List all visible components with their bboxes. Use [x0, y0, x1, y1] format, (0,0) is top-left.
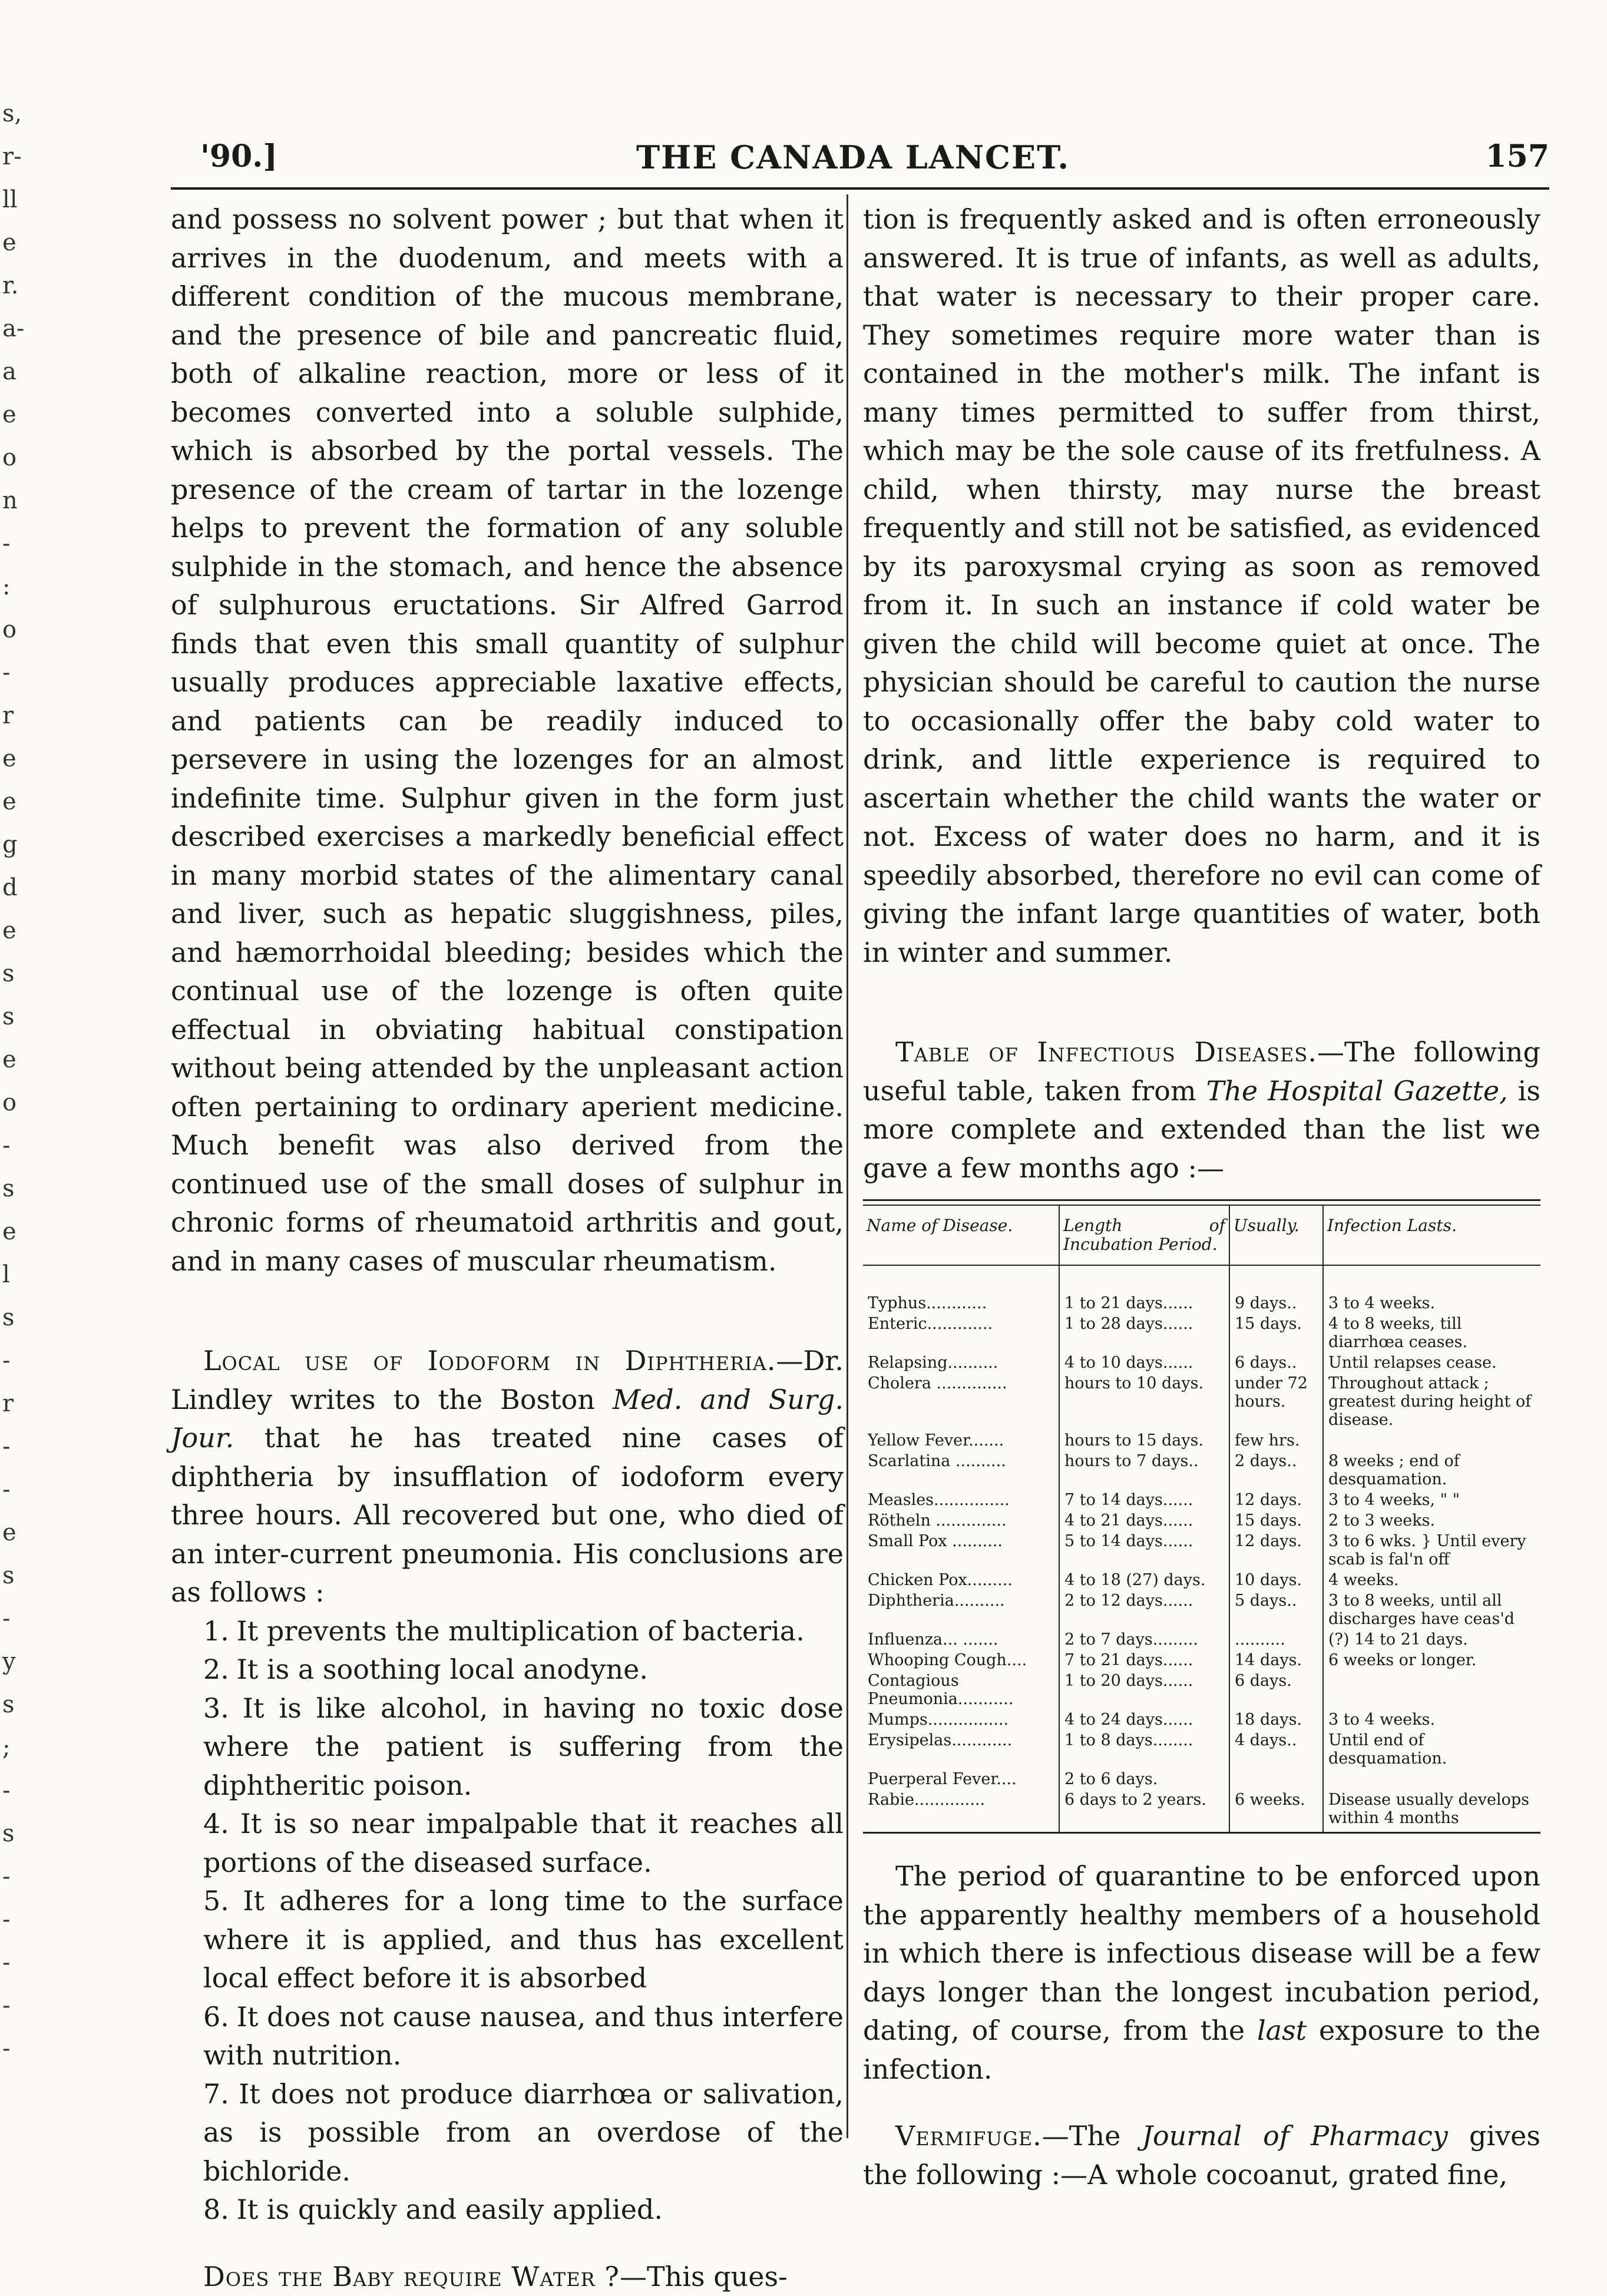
iodoform-text-2: that he has treated nine cases of diphtheria by insufflation of iodoform every three hours. All recovered but one, who died of an inter-current pneumonia. His conclusions are as follows : — [171, 1422, 844, 1608]
table-cell: Chicken Pox......... — [863, 1570, 1059, 1590]
margin-fragment: o — [2, 444, 16, 471]
margin-fragment: e — [2, 229, 16, 256]
margin-fragment: : — [2, 573, 10, 600]
table-cell: 4 to 24 days...... — [1059, 1709, 1229, 1730]
margin-fragment: - — [2, 659, 11, 686]
margin-fragment: e — [2, 917, 16, 944]
table-cell: Rötheln .............. — [863, 1510, 1059, 1531]
margin-fragment: o — [2, 616, 16, 643]
table-row — [863, 1629, 1540, 1650]
table-row — [863, 1709, 1540, 1730]
table-row — [863, 1650, 1540, 1670]
table-cell — [1323, 1670, 1540, 1709]
margin-fragment: - — [2, 1605, 11, 1632]
margin-fragment: - — [2, 1132, 11, 1159]
journal-title: THE CANADA LANCET. — [636, 138, 1070, 176]
table-cell: 1 to 28 days...... — [1059, 1314, 1229, 1352]
margin-fragment: - — [2, 1949, 11, 1976]
list-item — [171, 1612, 844, 1651]
table-cell: 14 days. — [1229, 1650, 1323, 1670]
item-number: 6. — [203, 1998, 228, 2037]
table-cell: 6 days. — [1229, 1670, 1323, 1709]
table-cell: 18 days. — [1229, 1709, 1323, 1730]
margin-fragment: - — [2, 530, 11, 557]
table-cell: 4 to 8 weeks, till diarrhœa ceases. — [1323, 1314, 1540, 1352]
table-cell: 3 to 4 weeks. — [1323, 1709, 1540, 1730]
margin-fragment: - — [2, 1906, 11, 1933]
table-cell: 8 weeks ; end of desquamation. — [1323, 1451, 1540, 1490]
margin-fragment: e — [2, 1218, 16, 1245]
table-cell: under 72 hours. — [1229, 1373, 1323, 1430]
table-cell: 2 to 12 days...... — [1059, 1590, 1229, 1629]
quarantine-text-2: exposure to the infection. — [863, 2014, 1540, 2085]
list-item — [171, 1998, 844, 2075]
table-body — [863, 1265, 1540, 1833]
table-cell: Enteric............. — [863, 1314, 1059, 1352]
table-cell: 3 to 6 wks. } Until every scab is fal'n off — [1323, 1531, 1540, 1570]
table-row — [863, 1490, 1540, 1510]
vermifuge-heading: Vermifuge. — [895, 2120, 1042, 2152]
table-row — [863, 1265, 1540, 1314]
table-cell: Erysipelas............ — [863, 1730, 1059, 1769]
margin-fragment: r — [2, 702, 14, 729]
baby-water-continued: tion is frequently asked and is often erroneously answered. It is true of infants, as well as adults, that water is necessary to their proper care. They sometimes require more water than is contained in the mother's milk. The infant is many times permitted to suffer from thirst, which may be the sole cause of its fretfulness. A child, when thirsty, may nurse the breast frequently and still not be satisfied, as evidenced by its paroxysmal crying as soon as removed from it. In such an instance if cold water be given the child will become quiet at once. The physician should be careful to caution the nurse to occasionally offer the baby cold water to drink, and little experience is required to ascertain whether the child wants the water or not. Excess of water does no harm, and it is speedily absorbed, therefore no evil can come of giving the infant large quantities of water, both in winter and summer. — [863, 200, 1540, 972]
journal-name: Med. and Surg. Jour. — [171, 1384, 844, 1454]
table-cell: 4 weeks. — [1323, 1570, 1540, 1590]
item-text: It is like alcohol, in having no toxic dose where the patient is suffering from the diphtheritic poison. — [203, 1692, 844, 1801]
item-number: 1. — [203, 1612, 228, 1651]
margin-fragment: - — [2, 1992, 11, 2019]
item-text: It adheres for a long time to the surface where it is applied, and thus has excellent local effect before it is absorbed — [203, 1885, 844, 1994]
margin-fragment: s — [2, 1175, 15, 1202]
conclusions-list — [171, 1612, 844, 2229]
table-cell: Typhus............ — [863, 1265, 1059, 1314]
margin-fragment: s — [2, 1562, 15, 1589]
table-cell: (?) 14 to 21 days. — [1323, 1629, 1540, 1650]
table-row — [863, 1670, 1540, 1709]
running-head — [177, 138, 1549, 186]
list-item — [171, 2191, 844, 2229]
margin-fragment: - — [2, 1476, 11, 1503]
margin-fragment: a- — [2, 315, 24, 342]
table-cell: 2 to 6 days. — [1059, 1769, 1229, 1789]
table-cell: Small Pox .......... — [863, 1531, 1059, 1570]
margin-bleed — [0, 100, 24, 2103]
table-row — [863, 1769, 1540, 1789]
margin-fragment: - — [2, 1777, 11, 1804]
iodoform-paragraph — [171, 1342, 844, 1612]
table-intro-text: —The following useful table, taken from — [863, 1036, 1540, 1107]
table-row — [863, 1789, 1540, 1833]
table-cell: 1 to 8 days........ — [1059, 1730, 1229, 1769]
column-header: Infection Lasts. — [1323, 1206, 1540, 1265]
column-header: Length of Incubation Period. — [1059, 1206, 1229, 1265]
column-header: Usually. — [1229, 1206, 1323, 1265]
list-item — [171, 1650, 844, 1689]
table-cell: 6 days to 2 years. — [1059, 1789, 1229, 1833]
infectious-diseases-table — [863, 1199, 1540, 1834]
quarantine-paragraph — [863, 1857, 1540, 2089]
table-cell: Until end of desquamation. — [1323, 1730, 1540, 1769]
table-cell: 7 to 21 days...... — [1059, 1650, 1229, 1670]
vermifuge-text: —The — [1042, 2120, 1142, 2152]
table-cell: Puerperal Fever.... — [863, 1769, 1059, 1789]
table-cell: Whooping Cough.... — [863, 1650, 1059, 1670]
table-cell — [1229, 1769, 1323, 1789]
table-cell: Yellow Fever....... — [863, 1430, 1059, 1451]
table-cell: 5 days.. — [1229, 1590, 1323, 1629]
table-cell: hours to 15 days. — [1059, 1430, 1229, 1451]
margin-fragment: - — [2, 1347, 11, 1374]
source-name: The Hospital Gazette, — [1206, 1075, 1508, 1107]
item-text: It is so near impalpable that it reaches all portions of the diseased surface. — [203, 1808, 844, 1878]
table-cell: 3 to 4 weeks. — [1323, 1265, 1540, 1314]
table-row — [863, 1570, 1540, 1590]
margin-fragment: s — [2, 1820, 15, 1847]
margin-fragment: ; — [2, 1734, 10, 1761]
table-row — [863, 1590, 1540, 1629]
margin-fragment: d — [2, 874, 18, 901]
table-intro-paragraph — [863, 1033, 1540, 1187]
volume-year: '90.] — [200, 138, 277, 174]
item-number: 3. — [203, 1689, 228, 1728]
table-cell: 10 days. — [1229, 1570, 1323, 1590]
margin-fragment: l — [2, 1261, 10, 1288]
table-cell: 1 to 21 days...... — [1059, 1265, 1229, 1314]
table-heading: Table of Infectious Diseases. — [895, 1036, 1317, 1068]
column-header: Name of Disease. — [863, 1206, 1059, 1265]
margin-fragment: r — [2, 1390, 14, 1417]
table-cell: 6 days.. — [1229, 1352, 1323, 1373]
margin-fragment: ll — [2, 186, 18, 213]
margin-fragment: s — [2, 1003, 15, 1030]
vermifuge-text-2: gives the following :—A whole cocoanut, grated fine, — [863, 2120, 1540, 2191]
item-text: It does not produce diarrhœa or salivation, as is possible from an overdose of the bichloride. — [203, 2078, 844, 2187]
table-cell: 6 weeks. — [1229, 1789, 1323, 1833]
left-column — [171, 200, 844, 2296]
list-item — [171, 1805, 844, 1882]
margin-fragment: e — [2, 1519, 16, 1546]
quarantine-text: The period of quarantine to be enforced upon the apparently healthy members of a household in which there is infectious disease will be a few days longer than the longest incubation period, dating, of course, from the — [863, 1860, 1540, 2046]
table-row — [863, 1510, 1540, 1531]
table-cell: 5 to 14 days...... — [1059, 1531, 1229, 1570]
table-cell: 4 to 10 days...... — [1059, 1352, 1229, 1373]
table-cell: 2 to 7 days......... — [1059, 1629, 1229, 1650]
sulphur-paragraph: and possess no solvent power ; but that when it arrives in the duodenum, and meets with a different condition of the mucous membrane, and the presence of bile and pancreatic fluid, both of alkaline reaction, more or less of it becomes converted into a soluble sulphide, which is absorbed by the portal vessels. The presence of the cream of tartar in the lozenge helps to prevent the formation of any soluble sulphide in the stomach, and hence the absence of sulphurous eructations. Sir Alfred Garrod finds that even this small quantity of sulphur usually produces appreciable laxative effects, and patients can be readily induced to persevere in using the lozenges for an almost indefinite time. Sulphur given in the form just described exercises a markedly beneficial effect in many morbid states of the alimentary canal and liver, such as hepatic sluggishness, piles, and hæmorrhoidal bleeding; besides which the continual use of the lozenge is often quite effectual in obviating habitual constipation without being attended by the unpleasant action often pertaining to ordinary aperient medicine. Much benefit was also derived from the continued use of the small doses of sulphur in chronic forms of rheumatoid arthritis and gout, and in many cases of muscular rheumatism. — [171, 200, 844, 1281]
margin-fragment: n — [2, 487, 18, 514]
table-cell: 7 to 14 days...... — [1059, 1490, 1229, 1510]
baby-water-heading: Does the Baby require Water ? — [203, 2261, 620, 2292]
header-rule — [171, 187, 1549, 190]
table-cell: Cholera .............. — [863, 1373, 1059, 1430]
table-header-row — [863, 1206, 1540, 1265]
list-item — [171, 2075, 844, 2191]
table-cell: 15 days. — [1229, 1314, 1323, 1352]
margin-fragment: - — [2, 2035, 11, 2062]
item-text: It prevents the multiplication of bacteria. — [237, 1615, 805, 1647]
margin-fragment: e — [2, 745, 16, 772]
list-item — [171, 1689, 844, 1805]
margin-fragment: y — [2, 1648, 16, 1675]
table-cell: 4 to 21 days...... — [1059, 1510, 1229, 1531]
margin-fragment: s — [2, 1691, 15, 1718]
table-cell: Mumps................ — [863, 1709, 1059, 1730]
margin-fragment: e — [2, 1046, 16, 1073]
table-cell: Measles............... — [863, 1490, 1059, 1510]
baby-water-paragraph — [171, 2258, 844, 2296]
margin-fragment: - — [2, 1863, 11, 1890]
table-cell: .......... — [1229, 1629, 1323, 1650]
table-row — [863, 1314, 1540, 1352]
right-column — [863, 200, 1540, 2194]
table-row — [863, 1531, 1540, 1570]
margin-fragment: o — [2, 1089, 16, 1116]
margin-fragment: a — [2, 358, 16, 385]
column-divider — [847, 194, 848, 2138]
emphasis-last: last — [1257, 2014, 1307, 2046]
margin-fragment: s — [2, 960, 15, 987]
item-number: 5. — [203, 1882, 228, 1921]
margin-fragment: r. — [2, 272, 18, 299]
list-item — [171, 1882, 844, 1998]
item-number: 2. — [203, 1650, 228, 1689]
table-cell — [1323, 1430, 1540, 1451]
table-cell: 1 to 20 days...... — [1059, 1670, 1229, 1709]
table-cell: 3 to 4 weeks, " " — [1323, 1490, 1540, 1510]
iodoform-heading: Local use of Iodoform in Diphtheria. — [203, 1345, 776, 1377]
table-cell: 2 to 3 weeks. — [1323, 1510, 1540, 1531]
margin-fragment: g — [2, 831, 18, 858]
table-cell: 6 weeks or longer. — [1323, 1650, 1540, 1670]
table-cell: hours to 10 days. — [1059, 1373, 1229, 1430]
table-cell: Diphtheria.......... — [863, 1590, 1059, 1629]
vermifuge-paragraph — [863, 2117, 1540, 2194]
table-cell: Until relapses cease. — [1323, 1352, 1540, 1373]
table-row — [863, 1373, 1540, 1430]
margin-fragment: s — [2, 1304, 15, 1331]
table-intro-text-2: is more complete and extended than the list we gave a few months ago :— — [863, 1075, 1540, 1184]
table-cell: Contagious Pneumonia........... — [863, 1670, 1059, 1709]
table-cell: 12 days. — [1229, 1490, 1323, 1510]
table-cell: 12 days. — [1229, 1531, 1323, 1570]
table-row — [863, 1430, 1540, 1451]
table-cell: 2 days.. — [1229, 1451, 1323, 1490]
table-cell: 4 to 18 (27) days. — [1059, 1570, 1229, 1590]
margin-fragment: - — [2, 1433, 11, 1460]
table-cell — [1323, 1769, 1540, 1789]
journal-name: Journal of Pharmacy — [1142, 2120, 1448, 2152]
margin-fragment: r- — [2, 143, 22, 170]
table-cell: few hrs. — [1229, 1430, 1323, 1451]
table-cell: Influenza... ....... — [863, 1629, 1059, 1650]
item-number: 8. — [203, 2191, 228, 2229]
table-rule — [863, 1199, 1540, 1201]
margin-fragment: e — [2, 401, 16, 428]
item-number: 4. — [203, 1805, 228, 1844]
table-cell: 4 days.. — [1229, 1730, 1323, 1769]
table-cell: 3 to 8 weeks, until all discharges have ceas'd — [1323, 1590, 1540, 1629]
table-cell: Relapsing.......... — [863, 1352, 1059, 1373]
item-text: It is quickly and easily applied. — [237, 2194, 663, 2225]
item-text: It does not cause nausea, and thus interfere with nutrition. — [203, 2001, 844, 2072]
table-cell: 9 days.. — [1229, 1265, 1323, 1314]
margin-fragment: s, — [2, 100, 22, 127]
item-text: It is a soothing local anodyne. — [237, 1653, 648, 1685]
table-row — [863, 1352, 1540, 1373]
iodoform-text: —Dr. Lindley writes to the Boston — [171, 1345, 844, 1415]
item-number: 7. — [203, 2075, 228, 2114]
table-cell: Scarlatina .......... — [863, 1451, 1059, 1490]
table-cell: 15 days. — [1229, 1510, 1323, 1531]
page-number: 157 — [1485, 138, 1549, 174]
table-row — [863, 1451, 1540, 1490]
margin-fragment: e — [2, 788, 16, 815]
table-cell: hours to 7 days.. — [1059, 1451, 1229, 1490]
table-cell: Throughout attack ; greatest during height of disease. — [1323, 1373, 1540, 1430]
baby-water-text: —This ques- — [620, 2261, 788, 2292]
table-cell: Rabie.............. — [863, 1789, 1059, 1833]
table-row — [863, 1730, 1540, 1769]
table-cell: Disease usually develops within 4 months — [1323, 1789, 1540, 1833]
